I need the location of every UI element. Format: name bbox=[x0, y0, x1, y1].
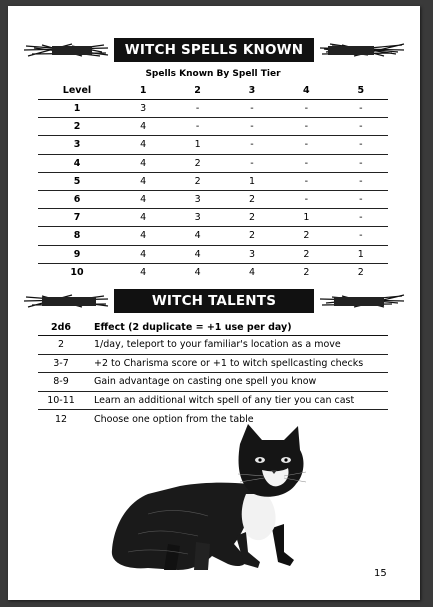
spell-count-cell: 2 bbox=[225, 190, 279, 208]
spell-count-cell: 4 bbox=[116, 154, 170, 172]
column-header-effect: Effect (2 duplicate = +1 use per day) bbox=[84, 319, 388, 336]
spell-count-cell: 1 bbox=[225, 172, 279, 190]
level-cell: 7 bbox=[38, 209, 116, 227]
level-cell: 10 bbox=[70, 266, 84, 278]
witch-talents-table bbox=[38, 319, 388, 428]
spell-count-cell: 1 bbox=[170, 136, 224, 154]
table-row bbox=[38, 373, 388, 392]
spell-count-cell: 4 bbox=[116, 172, 170, 190]
page-number: 15 bbox=[374, 568, 387, 579]
level-cell: 8 bbox=[38, 227, 116, 245]
table-row bbox=[38, 190, 388, 208]
spells-known-table bbox=[38, 81, 388, 281]
spells-subtitle: Spells Known By Spell Tier bbox=[145, 69, 281, 79]
spell-count-cell: - bbox=[225, 154, 279, 172]
table-row bbox=[38, 118, 388, 136]
rulebook-page bbox=[8, 6, 420, 600]
scratch-decoration-left bbox=[22, 42, 110, 58]
column-header-tier-1: 1 bbox=[116, 81, 170, 100]
spells-title: WITCH SPELLS KNOWN bbox=[114, 38, 314, 62]
table-row bbox=[38, 227, 388, 245]
spell-count-cell: 4 bbox=[116, 227, 170, 245]
spell-count-cell: - bbox=[225, 136, 279, 154]
spell-count-cell: - bbox=[334, 118, 388, 136]
table-header-row bbox=[38, 81, 388, 100]
level-cell: 2 bbox=[38, 118, 116, 136]
spell-count-cell: 4 bbox=[140, 266, 147, 278]
spell-count-cell: 4 bbox=[116, 136, 170, 154]
effect-cell: +2 to Charisma score or +1 to witch spellcasting checks bbox=[84, 354, 388, 373]
column-header-level: Level bbox=[38, 81, 116, 100]
spell-count-cell: 2 bbox=[303, 266, 310, 278]
spell-count-cell: - bbox=[334, 154, 388, 172]
spell-count-cell: - bbox=[334, 190, 388, 208]
spell-count-cell: 4 bbox=[116, 118, 170, 136]
spell-count-cell: - bbox=[334, 172, 388, 190]
spell-count-cell: - bbox=[279, 190, 333, 208]
spell-count-cell: 3 bbox=[225, 245, 279, 263]
effect-cell: Choose one option from the table bbox=[94, 413, 254, 425]
spell-count-cell: 2 bbox=[170, 172, 224, 190]
table-row bbox=[38, 209, 388, 227]
spell-count-cell: - bbox=[170, 118, 224, 136]
table-header-row bbox=[38, 319, 388, 336]
level-cell: 6 bbox=[38, 190, 116, 208]
roll-cell: 8-9 bbox=[38, 373, 84, 392]
spell-count-cell: - bbox=[225, 118, 279, 136]
roll-cell: 3-7 bbox=[38, 354, 84, 373]
spell-count-cell: - bbox=[225, 100, 279, 118]
talents-title: WITCH TALENTS bbox=[114, 289, 314, 313]
spell-count-cell: 4 bbox=[170, 227, 224, 245]
table-row bbox=[38, 391, 388, 410]
spell-count-cell: 3 bbox=[170, 209, 224, 227]
table-row bbox=[38, 100, 388, 118]
column-header-tier-2: 2 bbox=[170, 81, 224, 100]
black-cat-illustration bbox=[108, 424, 308, 572]
scratch-decoration-right bbox=[318, 42, 406, 58]
spell-count-cell: - bbox=[334, 136, 388, 154]
table-row bbox=[38, 245, 388, 263]
spell-count-cell: 2 bbox=[357, 266, 364, 278]
spell-count-cell: - bbox=[279, 136, 333, 154]
spell-count-cell: 4 bbox=[248, 266, 255, 278]
spell-count-cell: - bbox=[334, 100, 388, 118]
spell-count-cell: - bbox=[279, 118, 333, 136]
talents-banner bbox=[22, 289, 406, 313]
spell-count-cell: 4 bbox=[116, 209, 170, 227]
level-cell: 9 bbox=[38, 245, 116, 263]
spell-count-cell: 3 bbox=[170, 190, 224, 208]
spell-count-cell: 2 bbox=[170, 154, 224, 172]
spell-count-cell: 2 bbox=[279, 227, 333, 245]
table-row bbox=[38, 136, 388, 154]
spell-count-cell: - bbox=[279, 154, 333, 172]
spell-count-cell: 2 bbox=[225, 209, 279, 227]
column-header-tier-4: 4 bbox=[279, 81, 333, 100]
roll-cell: 12 bbox=[54, 413, 68, 425]
level-cell: 5 bbox=[38, 172, 116, 190]
spell-count-cell: - bbox=[170, 100, 224, 118]
spell-count-cell: 3 bbox=[116, 100, 170, 118]
spell-count-cell: 2 bbox=[225, 227, 279, 245]
table-row bbox=[38, 172, 388, 190]
column-header-tier-3: 3 bbox=[225, 81, 279, 100]
scratch-decoration-right bbox=[318, 293, 406, 309]
scratch-decoration-left bbox=[22, 293, 110, 309]
spell-count-cell: 2 bbox=[279, 245, 333, 263]
spell-count-cell: - bbox=[279, 172, 333, 190]
effect-cell: Gain advantage on casting one spell you know bbox=[84, 373, 388, 392]
roll-cell: 2 bbox=[38, 336, 84, 355]
spell-count-cell: - bbox=[334, 227, 388, 245]
spell-count-cell: 1 bbox=[334, 245, 388, 263]
spell-count-cell: 4 bbox=[116, 190, 170, 208]
spell-count-cell: 4 bbox=[170, 245, 224, 263]
table-row bbox=[38, 354, 388, 373]
spell-count-cell: 4 bbox=[194, 266, 201, 278]
effect-cell: 1/day, teleport to your familiar's location as a move bbox=[84, 336, 388, 355]
spells-banner bbox=[22, 38, 406, 62]
spell-count-cell: - bbox=[279, 100, 333, 118]
roll-cell: 10-11 bbox=[38, 391, 84, 410]
column-header-tier-5: 5 bbox=[334, 81, 388, 100]
table-row bbox=[38, 336, 388, 355]
table-row bbox=[38, 154, 388, 172]
spell-count-cell: 4 bbox=[116, 245, 170, 263]
level-cell: 1 bbox=[38, 100, 116, 118]
level-cell: 4 bbox=[38, 154, 116, 172]
spell-count-cell: - bbox=[334, 209, 388, 227]
table-row bbox=[38, 263, 388, 281]
spell-count-cell: 1 bbox=[279, 209, 333, 227]
level-cell: 3 bbox=[38, 136, 116, 154]
column-header-roll: 2d6 bbox=[38, 319, 84, 336]
effect-cell: Learn an additional witch spell of any tier you can cast bbox=[84, 391, 388, 410]
